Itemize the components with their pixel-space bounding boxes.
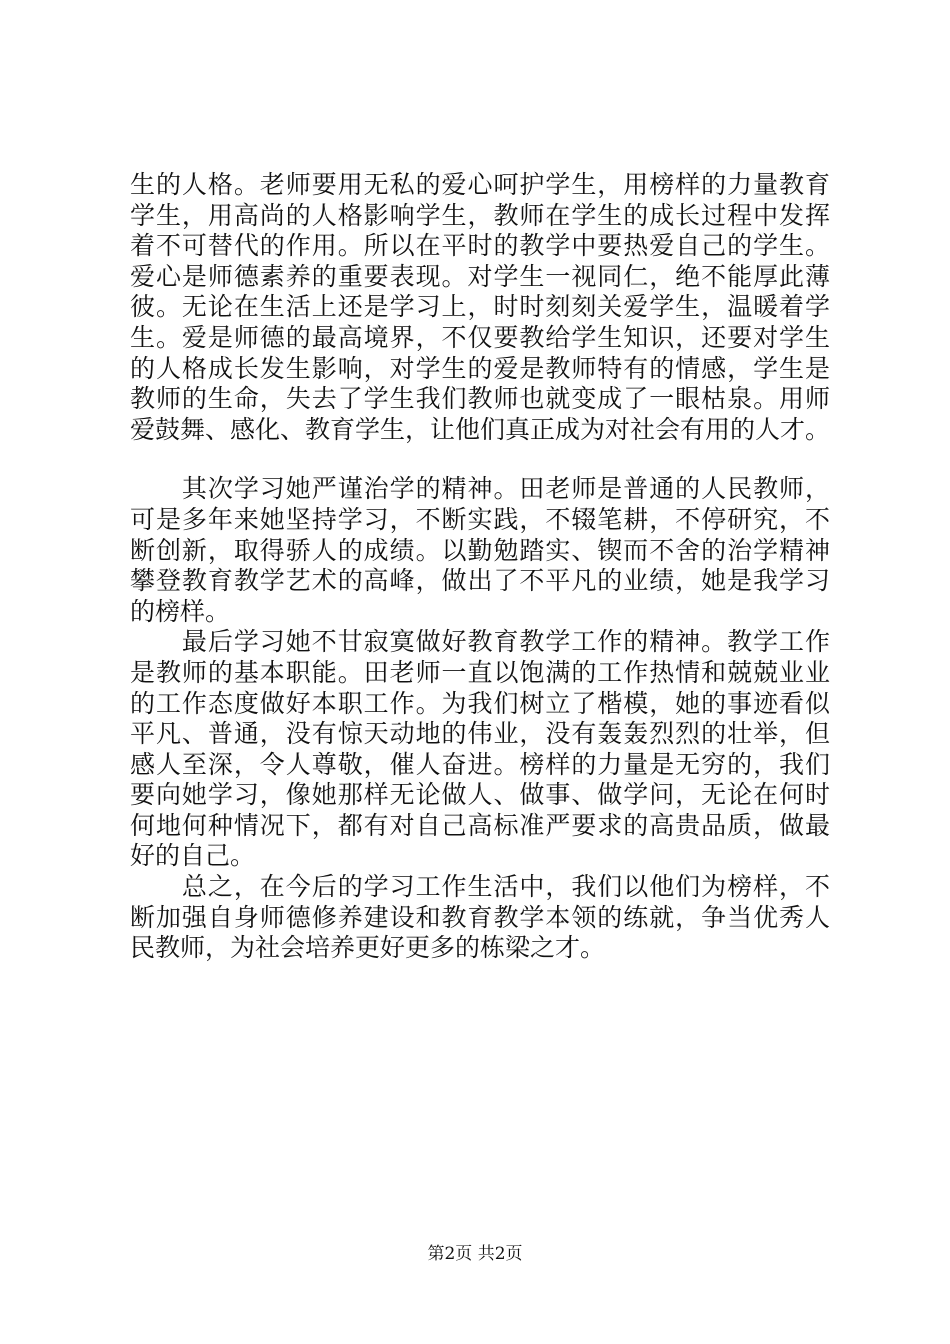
text-line: 是教师的基本职能。田老师一直以饱满的工作热情和兢兢业业 xyxy=(130,657,830,687)
text-line: 最后学习她不甘寂寞做好教育教学工作的精神。教学工作 xyxy=(130,627,830,657)
text-line: 感人至深，令人尊敬，催人奋进。榜样的力量是无穷的，我们 xyxy=(130,749,830,779)
text-line: 生的人格。老师要用无私的爱心呵护学生，用榜样的力量教育 xyxy=(130,170,830,199)
paragraph xyxy=(130,170,830,445)
paragraph xyxy=(130,872,830,964)
text-line: 断加强自身师德修养建设和教育教学本领的练就，争当优秀人 xyxy=(130,902,830,932)
text-line: 着不可替代的作用。所以在平时的教学中要热爱自己的学生。 xyxy=(130,231,830,261)
text-line: 好的自己。 xyxy=(130,841,256,871)
text-line: 生。爱是师德的最高境界，不仅要教给学生知识，还要对学生 xyxy=(130,322,830,352)
text-line: 教师的生命，失去了学生我们教师也就变成了一眼枯泉。用师 xyxy=(130,384,830,414)
text-line: 攀登教育教学艺术的高峰，做出了不平凡的业绩，她是我学习 xyxy=(130,566,830,596)
text-line: 可是多年来她坚持学习，不断实践，不辍笔耕，不停研究，不 xyxy=(130,504,830,534)
document-body xyxy=(130,170,830,964)
paragraph-spacer xyxy=(130,445,830,474)
text-line: 其次学习她严谨治学的精神。田老师是普通的人民教师， xyxy=(130,474,830,504)
text-line: 民教师，为社会培养更好更多的栋梁之才。 xyxy=(130,933,606,963)
page-footer xyxy=(0,1243,950,1265)
text-line: 平凡、普通，没有惊天动地的伟业，没有轰轰烈烈的壮举，但 xyxy=(130,719,830,749)
text-line: 爱鼓舞、感化、教育学生，让他们真正成为对社会有用的人才。 xyxy=(130,414,830,444)
text-line: 何地何种情况下，都有对自己高标准严要求的高贵品质，做最 xyxy=(130,810,830,840)
page-number: 第2页 共2页 xyxy=(427,1244,523,1264)
text-line: 爱心是师德素养的重要表现。对学生一视同仁，绝不能厚此薄 xyxy=(130,261,830,291)
text-line: 彼。无论在生活上还是学习上，时时刻刻关爱学生，温暖着学 xyxy=(130,292,830,322)
text-line: 的榜样。 xyxy=(130,596,231,626)
text-line: 的人格成长发生影响，对学生的爱是教师特有的情感，学生是 xyxy=(130,353,830,383)
text-line: 学生，用高尚的人格影响学生，教师在学生的成长过程中发挥 xyxy=(130,200,830,230)
text-line: 的工作态度做好本职工作。为我们树立了楷模，她的事迹看似 xyxy=(130,688,830,718)
paragraph xyxy=(130,627,830,872)
paragraph xyxy=(130,474,830,627)
text-line: 断创新，取得骄人的成绩。以勤勉踏实、锲而不舍的治学精神 xyxy=(130,535,830,565)
text-line: 总之，在今后的学习工作生活中，我们以他们为榜样，不 xyxy=(130,872,830,902)
text-line: 要向她学习，像她那样无论做人、做事、做学问，无论在何时 xyxy=(130,780,830,810)
